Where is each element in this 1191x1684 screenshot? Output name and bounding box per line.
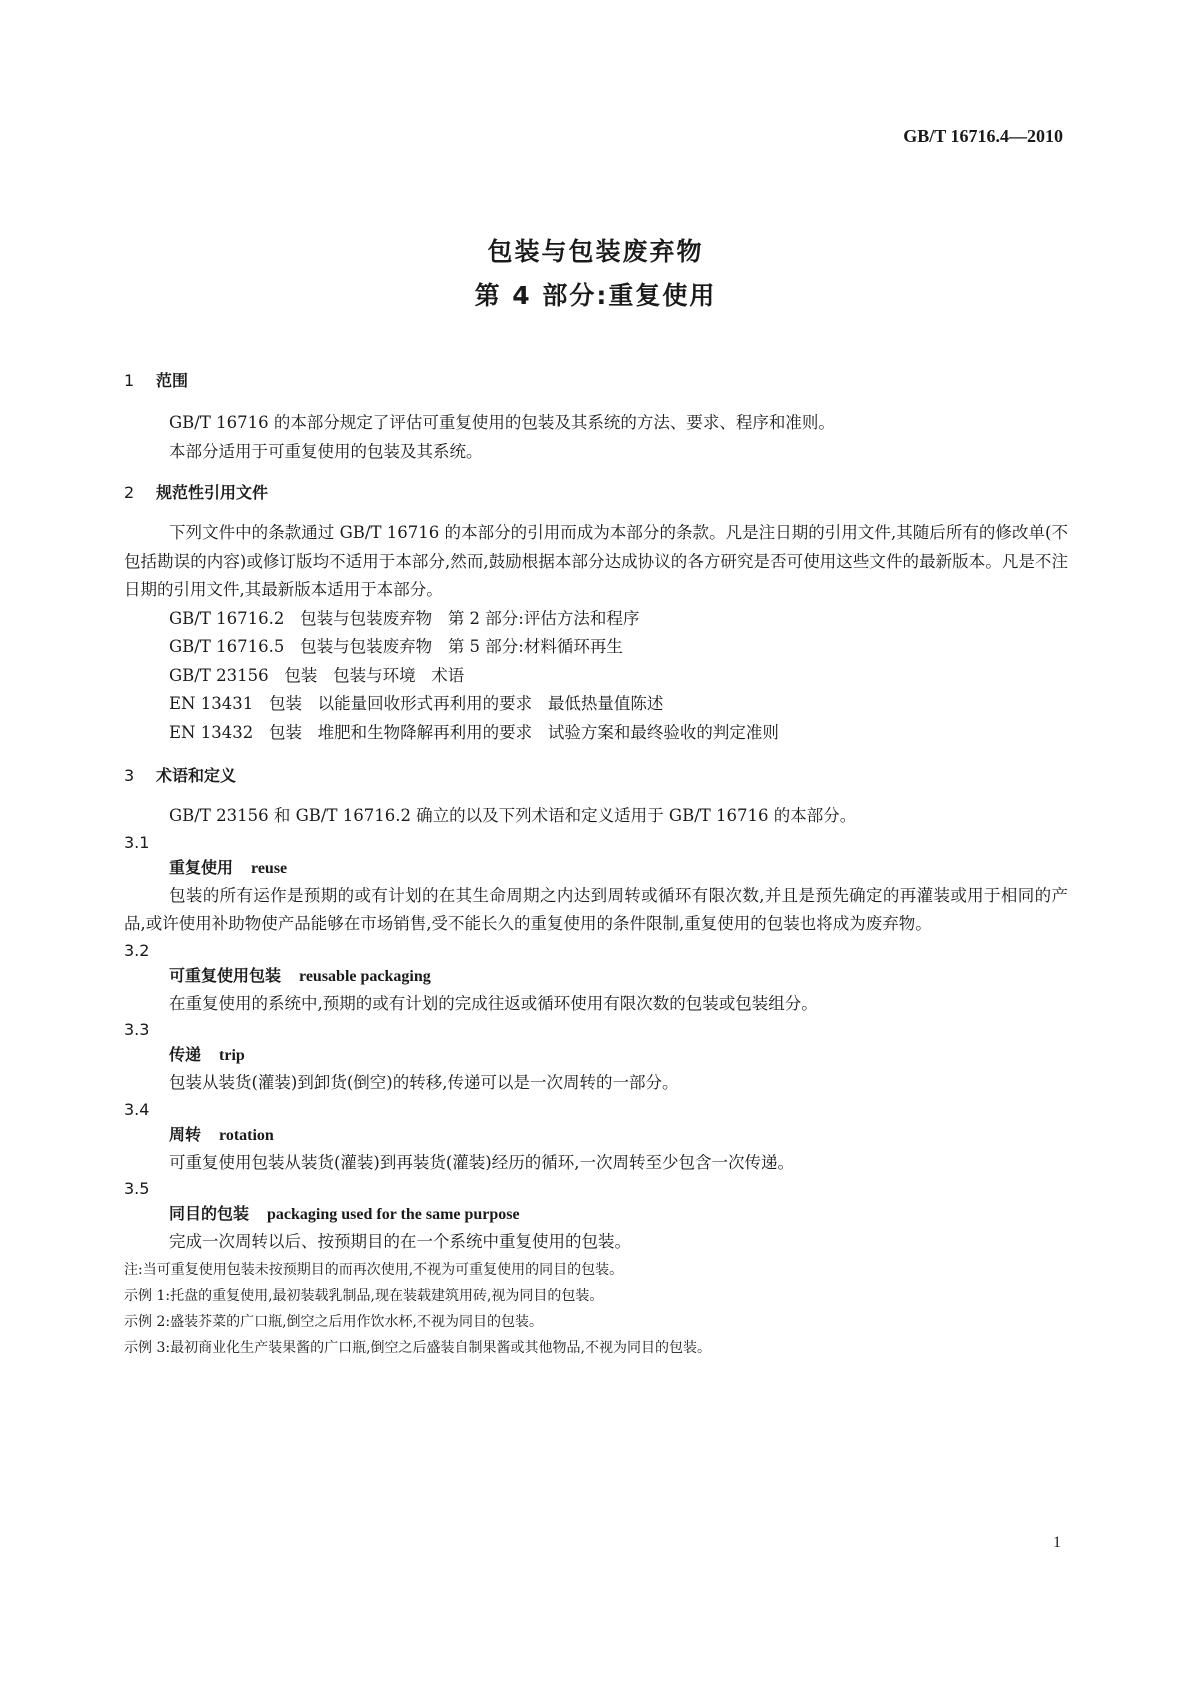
document-subtitle: 第 4 部分:重复使用 xyxy=(474,281,717,310)
note: 注:当可重复使用包装未按预期目的而再次使用,不视为可重复使用的同目的包装。 xyxy=(124,1261,624,1278)
term-zh: 周转 xyxy=(169,1124,202,1144)
page-number: 1 xyxy=(1053,1534,1061,1551)
document-body xyxy=(124,368,1068,1361)
section-number: 2 xyxy=(124,483,135,502)
example: 示例 2:盛装芥菜的广口瓶,倒空之后用作饮水杯,不视为同目的包装。 xyxy=(124,1313,543,1330)
reference-item: GB/T 16716.2 包装与包装废弃物 第 2 部分:评估方法和程序 xyxy=(169,608,640,628)
section-heading-normative-references xyxy=(124,480,1068,503)
section-number: 3 xyxy=(124,766,135,785)
term-definition: 可重复使用包装从装货(灌装)到再装货(灌装)经历的循环,一次周转至少包含一次传递。 xyxy=(169,1152,794,1172)
section-heading-terms xyxy=(124,763,1068,786)
term-entry xyxy=(124,1177,1068,1257)
term-en: trip xyxy=(219,1047,245,1064)
term-number: 3.4 xyxy=(124,1099,150,1119)
section-heading-scope xyxy=(124,368,1068,391)
paragraph: 本部分适用于可重复使用的包装及其系统。 xyxy=(169,441,483,461)
term-entry xyxy=(124,939,1068,1019)
example: 示例 1:托盘的重复使用,最初装载乳制品,现在装载建筑用砖,视为同目的包装。 xyxy=(124,1287,604,1304)
term-definition: 包装从装货(灌装)到卸货(倒空)的转移,传递可以是一次周转的一部分。 xyxy=(169,1073,679,1092)
term-en: reusable packaging xyxy=(299,967,431,985)
term-number: 3.2 xyxy=(124,940,150,960)
term-definition: 完成一次周转以后、按预期目的在一个系统中重复使用的包装。 xyxy=(169,1232,631,1251)
document-title: 包装与包装废弃物 xyxy=(487,237,704,266)
reference-item: EN 13432 包装 堆肥和生物降解再利用的要求 试验方案和最终验收的判定准则 xyxy=(169,722,779,742)
section-title: 范围 xyxy=(156,371,189,390)
term-definition: 包装的所有运作是预期的或有计划的在其生命周期之内达到周转或循环有限次数,并且是预先确定的再灌装或用于相同的产品,或许使用补助物使产品能够在市场销售,受不能长久的重复使用的条件限制,重复使用的包装也将成为废弃物。 xyxy=(124,885,1068,933)
term-heading xyxy=(124,1042,1068,1069)
term-zh: 同目的包装 xyxy=(169,1204,250,1223)
term-en: reuse xyxy=(251,859,288,877)
term-entry xyxy=(124,831,1068,939)
term-entry xyxy=(124,1018,1068,1098)
paragraph: GB/T 16716 的本部分规定了评估可重复使用的包装及其系统的方法、要求、程序和准则。 xyxy=(169,413,835,432)
term-zh: 可重复使用包装 xyxy=(169,965,282,985)
section-title: 术语和定义 xyxy=(156,766,237,785)
term-number: 3.5 xyxy=(124,1179,150,1198)
term-definition: 在重复使用的系统中,预期的或有计划的完成往返或循环使用有限次数的包装或包装组分。 xyxy=(169,993,818,1013)
term-entry xyxy=(124,1098,1068,1178)
reference-item: EN 13431 包装 以能量回收形式再利用的要求 最低热量值陈述 xyxy=(169,694,664,713)
paragraph: GB/T 23156 和 GB/T 16716.2 确立的以及下列术语和定义适用于 GB/T 16716 的本部分。 xyxy=(169,806,857,825)
term-en: rotation xyxy=(219,1126,274,1144)
term-heading xyxy=(124,1201,1068,1228)
term-number: 3.3 xyxy=(124,1020,150,1039)
term-en: packaging used for the same purpose xyxy=(267,1206,520,1223)
section-title: 规范性引用文件 xyxy=(156,483,269,502)
example: 示例 3:最初商业化生产装果酱的广口瓶,倒空之后盛装自制果酱或其他物品,不视为同目的包装。 xyxy=(124,1339,711,1356)
term-heading xyxy=(124,963,1068,990)
reference-item: GB/T 23156 包装 包装与环境 术语 xyxy=(169,665,465,685)
paragraph: 下列文件中的条款通过 GB/T 16716 的本部分的引用而成为本部分的条款。凡是注日期的引用文件,其随后所有的修改单(不包括勘误的内容)或修订版均不适用于本部分,然而,鼓励根据本部分达成协议的各方研究是否可使用这些文件的最新版本。凡是不注日期的引用文件,其最新版本适用于本部分。 xyxy=(124,523,1068,599)
term-heading xyxy=(124,855,1068,882)
section-number: 1 xyxy=(124,371,135,390)
standard-number: GB/T 16716.4—2010 xyxy=(903,126,1063,146)
reference-item: GB/T 16716.5 包装与包装废弃物 第 5 部分:材料循环再生 xyxy=(169,637,623,656)
term-zh: 传递 xyxy=(169,1045,202,1064)
term-heading xyxy=(124,1122,1068,1149)
term-number: 3.1 xyxy=(124,832,150,852)
term-zh: 重复使用 xyxy=(169,857,234,877)
